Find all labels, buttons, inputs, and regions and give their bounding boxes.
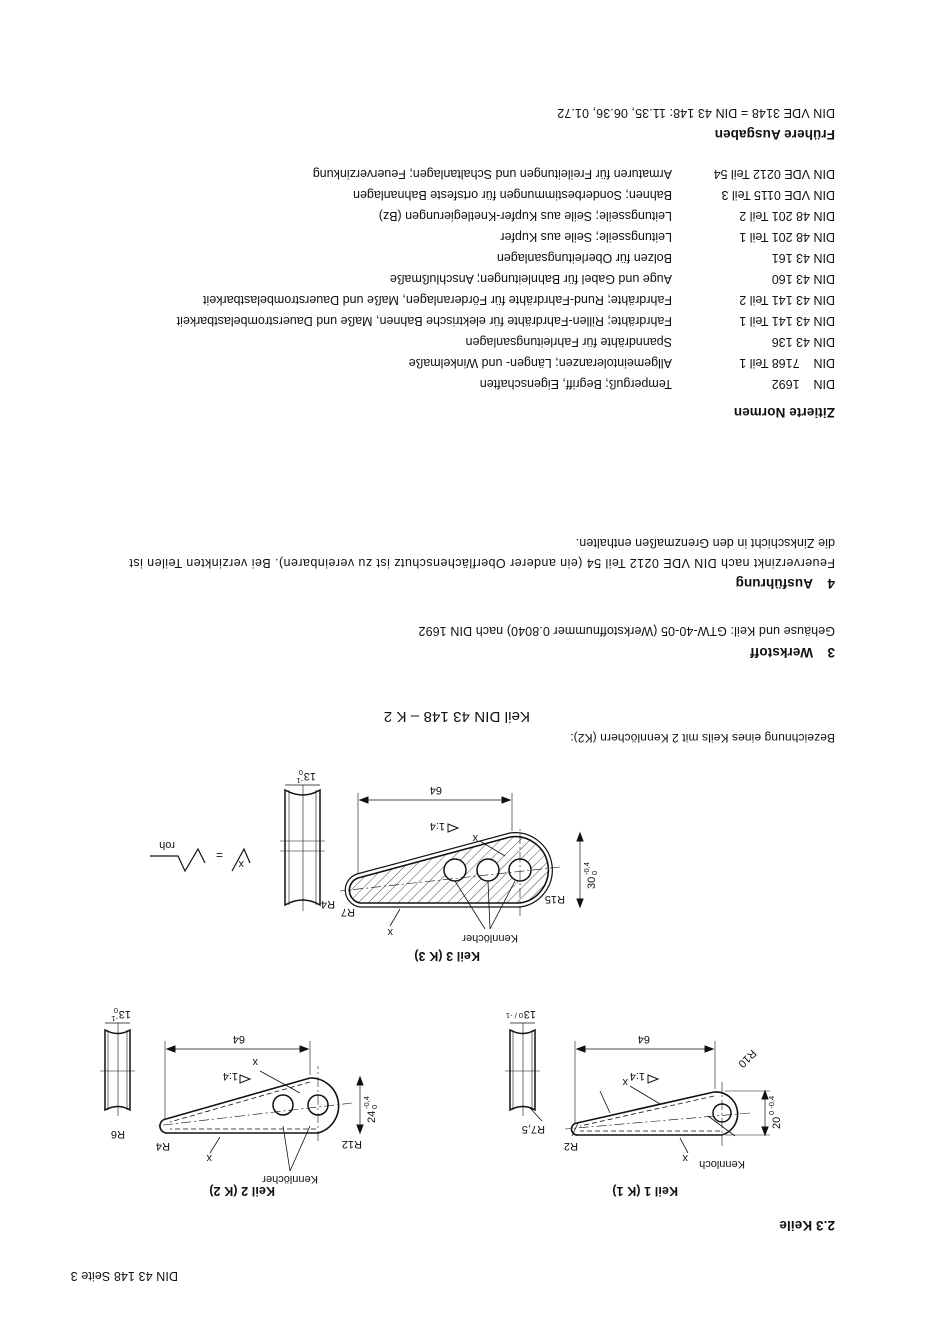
section-2-3-heading: 2.3 Keile (779, 1218, 835, 1233)
standard-number: DIN 48 201 Teil 1 (739, 230, 835, 244)
surface-roh-label: roh (159, 839, 175, 851)
surface-roughness-legend (150, 839, 250, 871)
section-3-number: 3 (827, 645, 835, 660)
standard-number: DIN 43 141 Teil 2 (739, 293, 835, 307)
keil-2-width: 24 (366, 1110, 378, 1123)
keil-2-r-big: R12 (341, 1138, 362, 1150)
keil-3-hole-label: Kennlöcher (462, 932, 518, 944)
keil-1-side-view (510, 1030, 535, 1110)
earlier-editions-heading: Frühere Ausgaben (714, 127, 835, 142)
standard-title: Temperguß; Begriff, Eigenschaften (479, 377, 672, 391)
keil-2-taper: 1:4 (222, 1070, 238, 1082)
keil-2-hole-label: Kennlöcher (262, 1173, 318, 1185)
keil-3-r-tip: R7 (340, 906, 355, 918)
list-item (497, 251, 835, 265)
surface-roh-icon (150, 849, 205, 871)
keil-2-thickness: 13 (118, 1008, 131, 1020)
keil-2-r-side: R6 (110, 1128, 125, 1140)
standard-title: Armaturen für Freileitungen und Schaltanlagen; Feuerverzinkung (312, 167, 672, 181)
list-item (353, 188, 835, 202)
standard-number: DIN VDE 0212 Teil 54 (713, 167, 835, 181)
keil-2-caption: Keil 2 (K 2) (209, 1184, 275, 1198)
keil-3-surface-bottom: x (387, 926, 393, 938)
standard-title: Leitungsseile; Seile aus Kupfer (500, 230, 672, 244)
standard-number: DIN 48 201 Teil 2 (739, 209, 835, 223)
keil-3-r-big: R15 (544, 893, 565, 905)
keil-3-width-tolerance-upper: 0 (590, 870, 599, 875)
keil-3-thickness-tolerance-upper: -1 (296, 776, 303, 785)
section-4-number: 4 (827, 576, 835, 591)
section-4-heading (736, 576, 836, 591)
standard-number: DIN 1692 (771, 377, 835, 391)
keil-2-thickness-tolerance-upper: -1 (111, 1014, 118, 1023)
keil-3-width: 30 (586, 876, 598, 889)
keil-1-drawing (505, 1008, 783, 1170)
cited-standards-heading: Zitierte Normen (733, 405, 835, 420)
list-item (409, 356, 835, 370)
keil-1-caption: Keil 1 (K 1) (612, 1184, 678, 1198)
document-reference: DIN 43 148 Seite 3 (70, 1269, 178, 1283)
standard-number: DIN 43 141 Teil 1 (739, 314, 835, 328)
keil-1-thickness: 13 (523, 1008, 536, 1020)
standard-title: Bahnen; Sonderbestimmungen für ortsfeste Bahnanlagen (353, 188, 672, 202)
keil-1-r-tip: R2 (563, 1140, 578, 1152)
list-item (466, 335, 835, 349)
earlier-editions-text: DIN VDE 3148 = DIN 43 148: 11.35, 06.36, 01.72 (557, 106, 835, 120)
keil-3-drawing (280, 768, 599, 944)
standard-title: Leitungsseile; Seile aus Kupfer-Knetlegierungen (Bz) (378, 209, 672, 223)
keil-3-side-view (285, 790, 320, 905)
keil-2-r-tip: R4 (155, 1140, 170, 1152)
keil-2-thickness-tolerance-lower: 0 (113, 1006, 118, 1015)
keil-2-side-view (105, 1030, 130, 1110)
keil-2-surface-bottom: x (206, 1152, 212, 1164)
list-item (379, 209, 835, 223)
keil-2-surface-top: x (252, 1056, 258, 1068)
section-3-heading (750, 645, 835, 660)
keil-1-taper: 1:4 (629, 1070, 645, 1082)
section-4-title: Ausführung (735, 576, 813, 591)
keil-3-thickness: 13 (303, 770, 316, 782)
keil-2-length: 64 (232, 1033, 245, 1045)
keil-3-hole-2 (477, 859, 499, 881)
list-item (500, 230, 835, 244)
designation-intro: Bezeichnung eines Keils mit 2 Kennlöchern (K2): (570, 731, 835, 745)
keil-1-r-big: R10 (735, 1046, 759, 1070)
list-item (203, 293, 835, 307)
standard-title: Spanndrähte für Fahrleitungsanlagen (465, 335, 672, 349)
keil-2-drawing (100, 1006, 379, 1185)
list-item (177, 314, 835, 328)
keil-2-outline (160, 1078, 339, 1133)
standard-title: Auge und Gabel für Bahnleitungen; Anschlußmaße (389, 272, 672, 286)
keil-1-thickness-tolerance: 0 / -1 (505, 1011, 523, 1020)
section-4-text-line-1: Feuerverzinkt nach DIN VDE 0212 Teil 54 (ein anderer Oberflächenschutz ist zu vereinbaren). Bei verzinkten Teilen ist (129, 556, 835, 570)
keil-2-width-tolerance-lower: -0,4 (362, 1096, 371, 1109)
surface-equals: = (215, 848, 223, 862)
keil-1-width: 20 (771, 1116, 783, 1129)
keil-2-width-tolerance-upper: 0 (370, 1104, 379, 1109)
standard-number: DIN 43 136 (771, 335, 835, 349)
standard-number: DIN 43 161 (771, 251, 835, 265)
keil-1-r-side: R7,5 (521, 1123, 545, 1135)
standard-title: Fahrdrähte; Rund-Fahrdrähte für Förderanlagen, Maße und Dauerstrombelastbarkeit (203, 293, 672, 307)
surface-symbol-label: x (238, 858, 244, 870)
keil-3-surface-top: x (472, 832, 478, 844)
keil-3-caption: Keil 3 (K 3) (414, 949, 480, 963)
keil-1-surface-top: x (622, 1076, 628, 1088)
keil-3-r-side: R4 (320, 898, 335, 910)
list-item (480, 377, 835, 391)
keil-3-width-tolerance-lower: -0,4 (582, 862, 591, 875)
section-4-text-line-2: die Zinkschicht in den Grenzmaßen enthalten. (575, 536, 835, 550)
standard-number: DIN VDE 0115 Teil 3 (721, 188, 835, 202)
list-item (390, 272, 835, 286)
keil-1-length: 64 (637, 1033, 650, 1045)
standard-title: Bolzen für Oberleitungsanlagen (496, 251, 672, 265)
keil-3-length: 64 (429, 784, 442, 796)
standard-title: Allgemeintoleranzen; Längen- und Winkelmaße (408, 356, 672, 370)
keil-3-taper: 1:4 (429, 820, 445, 832)
section-3-text: Gehäuse und Keil: GTW-40-05 (Werkstoffnummer 0.8040) nach DIN 1692 (418, 624, 835, 638)
standard-number: DIN 43 160 (771, 272, 835, 286)
list-item (313, 167, 835, 181)
keil-3-thickness-tolerance-lower: 0 (298, 768, 303, 777)
keil-1-surface-bottom: x (682, 1152, 688, 1164)
standard-number: DIN 7168 Teil 1 (739, 356, 835, 370)
keil-1-width-tolerance: 0 -0,4 (767, 1095, 776, 1115)
keil-1-hole-label: Kennloch (699, 1158, 745, 1170)
section-3-title: Werkstoff (750, 645, 813, 660)
designation-example: Keil DIN 43 148 – K 2 (383, 708, 530, 725)
standard-title: Fahrdrähte; Rillen-Fahrdrähte für elektrische Bahnen, Maße und Dauerstrombelastbarkeit (176, 314, 672, 328)
